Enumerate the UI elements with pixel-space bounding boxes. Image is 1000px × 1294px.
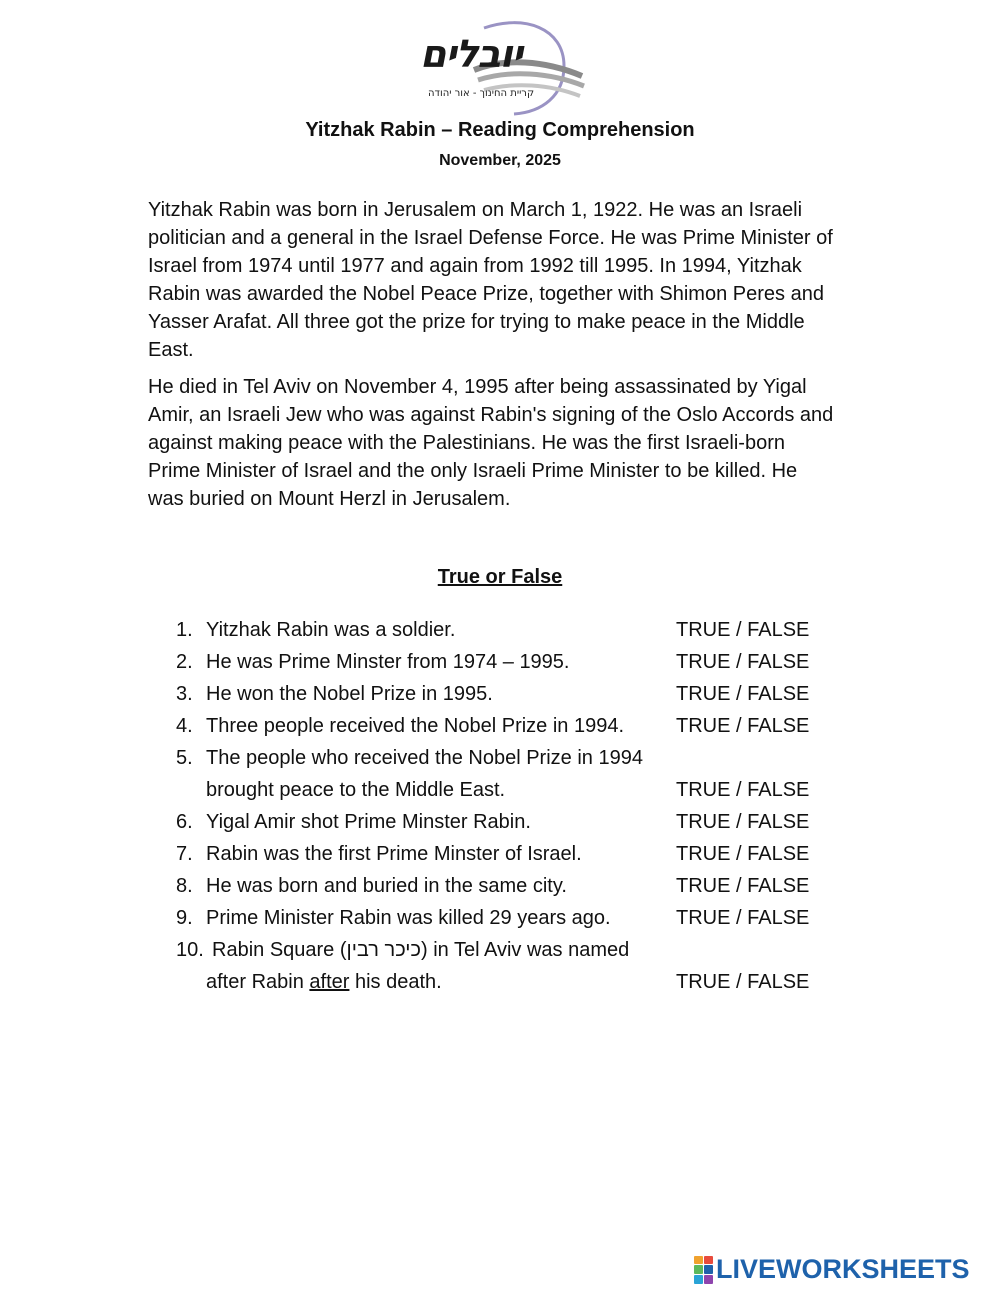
question-text-line2: after Rabin after his death. (206, 971, 442, 993)
question-text-line1: Rabin Square (כיכר רבין) in Tel Aviv was named (212, 939, 630, 961)
question-text: Prime Minister Rabin was killed 29 years ago. (206, 907, 611, 929)
reading-passage (148, 196, 838, 522)
question-text: Yitzhak Rabin was a soldier. (206, 619, 456, 641)
true-false-heading: True or False (437, 566, 563, 588)
true-false-answer[interactable]: TRUE / FALSE (676, 971, 810, 993)
question-list (176, 614, 816, 998)
question-text-line1: The people who received the Nobel Prize in 1994 (206, 747, 643, 769)
liveworksheets-brand-text: LIVEWORKSHEETS (716, 1253, 970, 1284)
question-text: Yigal Amir shot Prime Minster Rabin. (206, 811, 531, 833)
question-item (176, 646, 816, 678)
liveworksheets-icon (694, 1256, 712, 1282)
true-false-answer[interactable]: TRUE / FALSE (676, 843, 810, 865)
question-text: Three people received the Nobel Prize in 1994. (206, 715, 625, 737)
question-number: 10. (176, 939, 204, 961)
question-number: 8. (176, 875, 193, 897)
page-date: November, 2025 (439, 152, 561, 169)
question-text-line2: brought peace to the Middle East. (206, 779, 506, 801)
question-item (176, 934, 816, 966)
passage-paragraph: He died in Tel Aviv on November 4, 1995 after being assassinated by Yigal Amir, an Israeli Jew who was against Rabin's signing of the Oslo Accords and against making peace with the Palestinians. He was the first Israeli-born Prime Minister of Israel and the only Israeli Prime Minister to be killed. He was buried on Mount Herzl in Jerusalem. (148, 376, 834, 510)
question-item (176, 678, 816, 710)
true-false-answer[interactable]: TRUE / FALSE (676, 875, 810, 897)
question-item (176, 838, 816, 870)
question-number: 2. (176, 651, 193, 673)
question-item-continued (176, 774, 816, 806)
true-false-answer[interactable]: TRUE / FALSE (676, 811, 810, 833)
question-number: 4. (176, 715, 193, 737)
true-false-answer[interactable]: TRUE / FALSE (676, 683, 810, 705)
page-title: Yitzhak Rabin – Reading Comprehension (305, 119, 695, 141)
question-item (176, 902, 816, 934)
question-text: He won the Nobel Prize in 1995. (206, 683, 493, 705)
true-false-answer[interactable]: TRUE / FALSE (676, 651, 810, 673)
question-number: 5. (176, 747, 193, 769)
true-false-answer[interactable]: TRUE / FALSE (676, 619, 810, 641)
logo-hebrew-subtitle: קריית החינוך - אור יהודה (428, 88, 535, 99)
liveworksheets-logo[interactable] (694, 1254, 990, 1284)
underlined-word: after (309, 971, 350, 993)
question-item (176, 614, 816, 646)
question-number: 6. (176, 811, 193, 833)
question-item (176, 806, 816, 838)
question-item (176, 710, 816, 742)
question-number: 9. (176, 907, 193, 929)
logo-hebrew-title: יובלים (420, 32, 523, 76)
true-false-answer[interactable]: TRUE / FALSE (676, 779, 810, 801)
question-number: 7. (176, 843, 193, 865)
question-text: He was born and buried in the same city. (206, 875, 567, 897)
school-logo (414, 18, 588, 116)
question-item (176, 742, 816, 774)
question-text: He was Prime Minster from 1974 – 1995. (206, 651, 570, 673)
question-text: Rabin was the first Prime Minster of Israel. (206, 843, 582, 865)
passage-paragraph: Yitzhak Rabin was born in Jerusalem on March 1, 1922. He was an Israeli politician and a general in the Israel Defense Force. He was Prime Minister of Israel from 1974 until 1977 and again from 1992 till 1995. In 1994, Yitzhak Rabin was awarded the Nobel Peace Prize, together with Shimon Peres and Yasser Arafat. All three got the prize for trying to make peace in the Middle East. (148, 199, 833, 361)
hebrew-text: כיכר רבין (346, 939, 422, 961)
question-item-continued (176, 966, 816, 998)
true-false-answer[interactable]: TRUE / FALSE (676, 715, 810, 737)
true-false-answer[interactable]: TRUE / FALSE (676, 907, 810, 929)
question-item (176, 870, 816, 902)
question-number: 1. (176, 619, 193, 641)
question-number: 3. (176, 683, 193, 705)
